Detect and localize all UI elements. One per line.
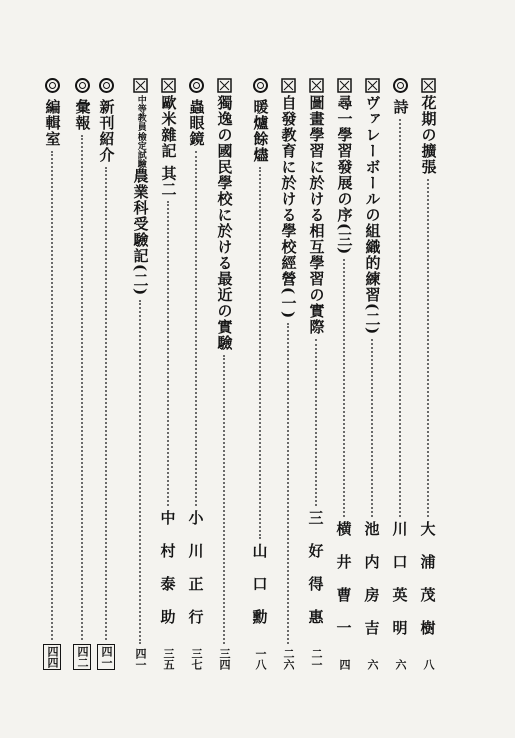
toc-author: 小川正行 (186, 510, 205, 642)
toc-title: 自發教育に於ける學校經營(一) (279, 95, 298, 320)
toc-title: 尋一學習發展の序(三) (335, 95, 354, 256)
square-bullet-icon (421, 78, 436, 93)
toc-note (135, 95, 144, 168)
toc-title: 歐米雜記 其二 (159, 95, 178, 198)
toc-author: 三好得惠 (306, 510, 325, 642)
toc-entry (360, 78, 384, 670)
toc-entry (388, 78, 412, 670)
toc-entry (94, 78, 118, 670)
toc-title: 暖爐餘燼 (251, 99, 270, 163)
toc-title: 農業科受驗記(二) (131, 168, 150, 297)
toc-title: 新刊紹介 (97, 99, 116, 163)
toc-title: 彙報 (73, 99, 92, 131)
toc-entry (276, 78, 300, 670)
toc-page: 三七 (190, 648, 203, 670)
circle-bullet-icon (393, 78, 408, 93)
dot-leader (81, 135, 83, 640)
circle-bullet-icon (253, 78, 268, 93)
toc-title: 花期の擴張 (419, 95, 438, 175)
toc-page: 三五 (162, 648, 175, 670)
toc-entry (40, 78, 64, 670)
circle-bullet-icon (75, 78, 90, 93)
toc-entry (332, 78, 356, 670)
toc-page: 八 (422, 659, 435, 670)
dot-leader (427, 179, 429, 517)
dot-leader (223, 355, 225, 644)
dot-leader (139, 300, 141, 644)
dot-leader (195, 151, 197, 506)
square-bullet-icon (217, 78, 232, 93)
toc-entry (416, 78, 440, 670)
toc-page: 四一 (97, 644, 115, 670)
toc-page: 六 (394, 659, 407, 670)
dot-leader (167, 201, 169, 506)
toc-page: 四一 (134, 648, 147, 670)
toc-title: 編輯室 (43, 99, 62, 147)
dot-leader (105, 167, 107, 640)
toc-title: 蟲眼鏡 (187, 99, 206, 147)
toc-entry (156, 78, 180, 670)
toc-title: ヴァレーボールの組織的練習(二) (363, 95, 382, 336)
circle-bullet-icon (45, 78, 60, 93)
circle-bullet-icon (99, 78, 114, 93)
toc-author: 横井曹一 (334, 521, 353, 653)
toc-entry (128, 78, 152, 670)
dot-leader (51, 151, 53, 640)
toc-entry (212, 78, 236, 670)
toc-page: 二一 (310, 648, 323, 670)
square-bullet-icon (161, 78, 176, 93)
dot-leader (343, 259, 345, 517)
square-bullet-icon (133, 78, 148, 93)
toc-note-line: 檢定試驗 (135, 132, 146, 168)
toc-author: 山口勳 (250, 543, 269, 642)
square-bullet-icon (281, 78, 296, 93)
dot-leader (315, 339, 317, 506)
toc-page: 六 (366, 659, 379, 670)
toc-page: 四 (338, 659, 351, 670)
toc-page: 一八 (254, 648, 267, 670)
toc-author: 大浦茂樹 (418, 521, 437, 653)
toc-title: 圖畫學習に於ける相互學習の實際 (307, 95, 326, 335)
square-bullet-icon (309, 78, 324, 93)
toc-note-line: 中等教員 (135, 95, 146, 131)
dot-leader (371, 339, 373, 517)
toc-page: 四二 (73, 644, 91, 670)
toc-entry (184, 78, 208, 670)
circle-bullet-icon (189, 78, 204, 93)
toc-page: 二六 (282, 648, 295, 670)
toc-entry (248, 78, 272, 670)
dot-leader (259, 167, 261, 539)
square-bullet-icon (337, 78, 352, 93)
dot-leader (399, 119, 401, 517)
toc-title: 獨逸の國民學校に於ける最近の實驗 (215, 95, 234, 351)
toc-entry (70, 78, 94, 670)
toc-page: 三四 (218, 648, 231, 670)
dot-leader (287, 323, 289, 644)
toc-author: 川口英明 (390, 521, 409, 653)
toc-page: 四四 (43, 644, 61, 670)
toc-title: 詩 (391, 99, 410, 115)
toc-author: 中村泰助 (158, 510, 177, 642)
toc-entry (304, 78, 328, 670)
toc-author: 池内房吉 (362, 521, 381, 653)
square-bullet-icon (365, 78, 380, 93)
